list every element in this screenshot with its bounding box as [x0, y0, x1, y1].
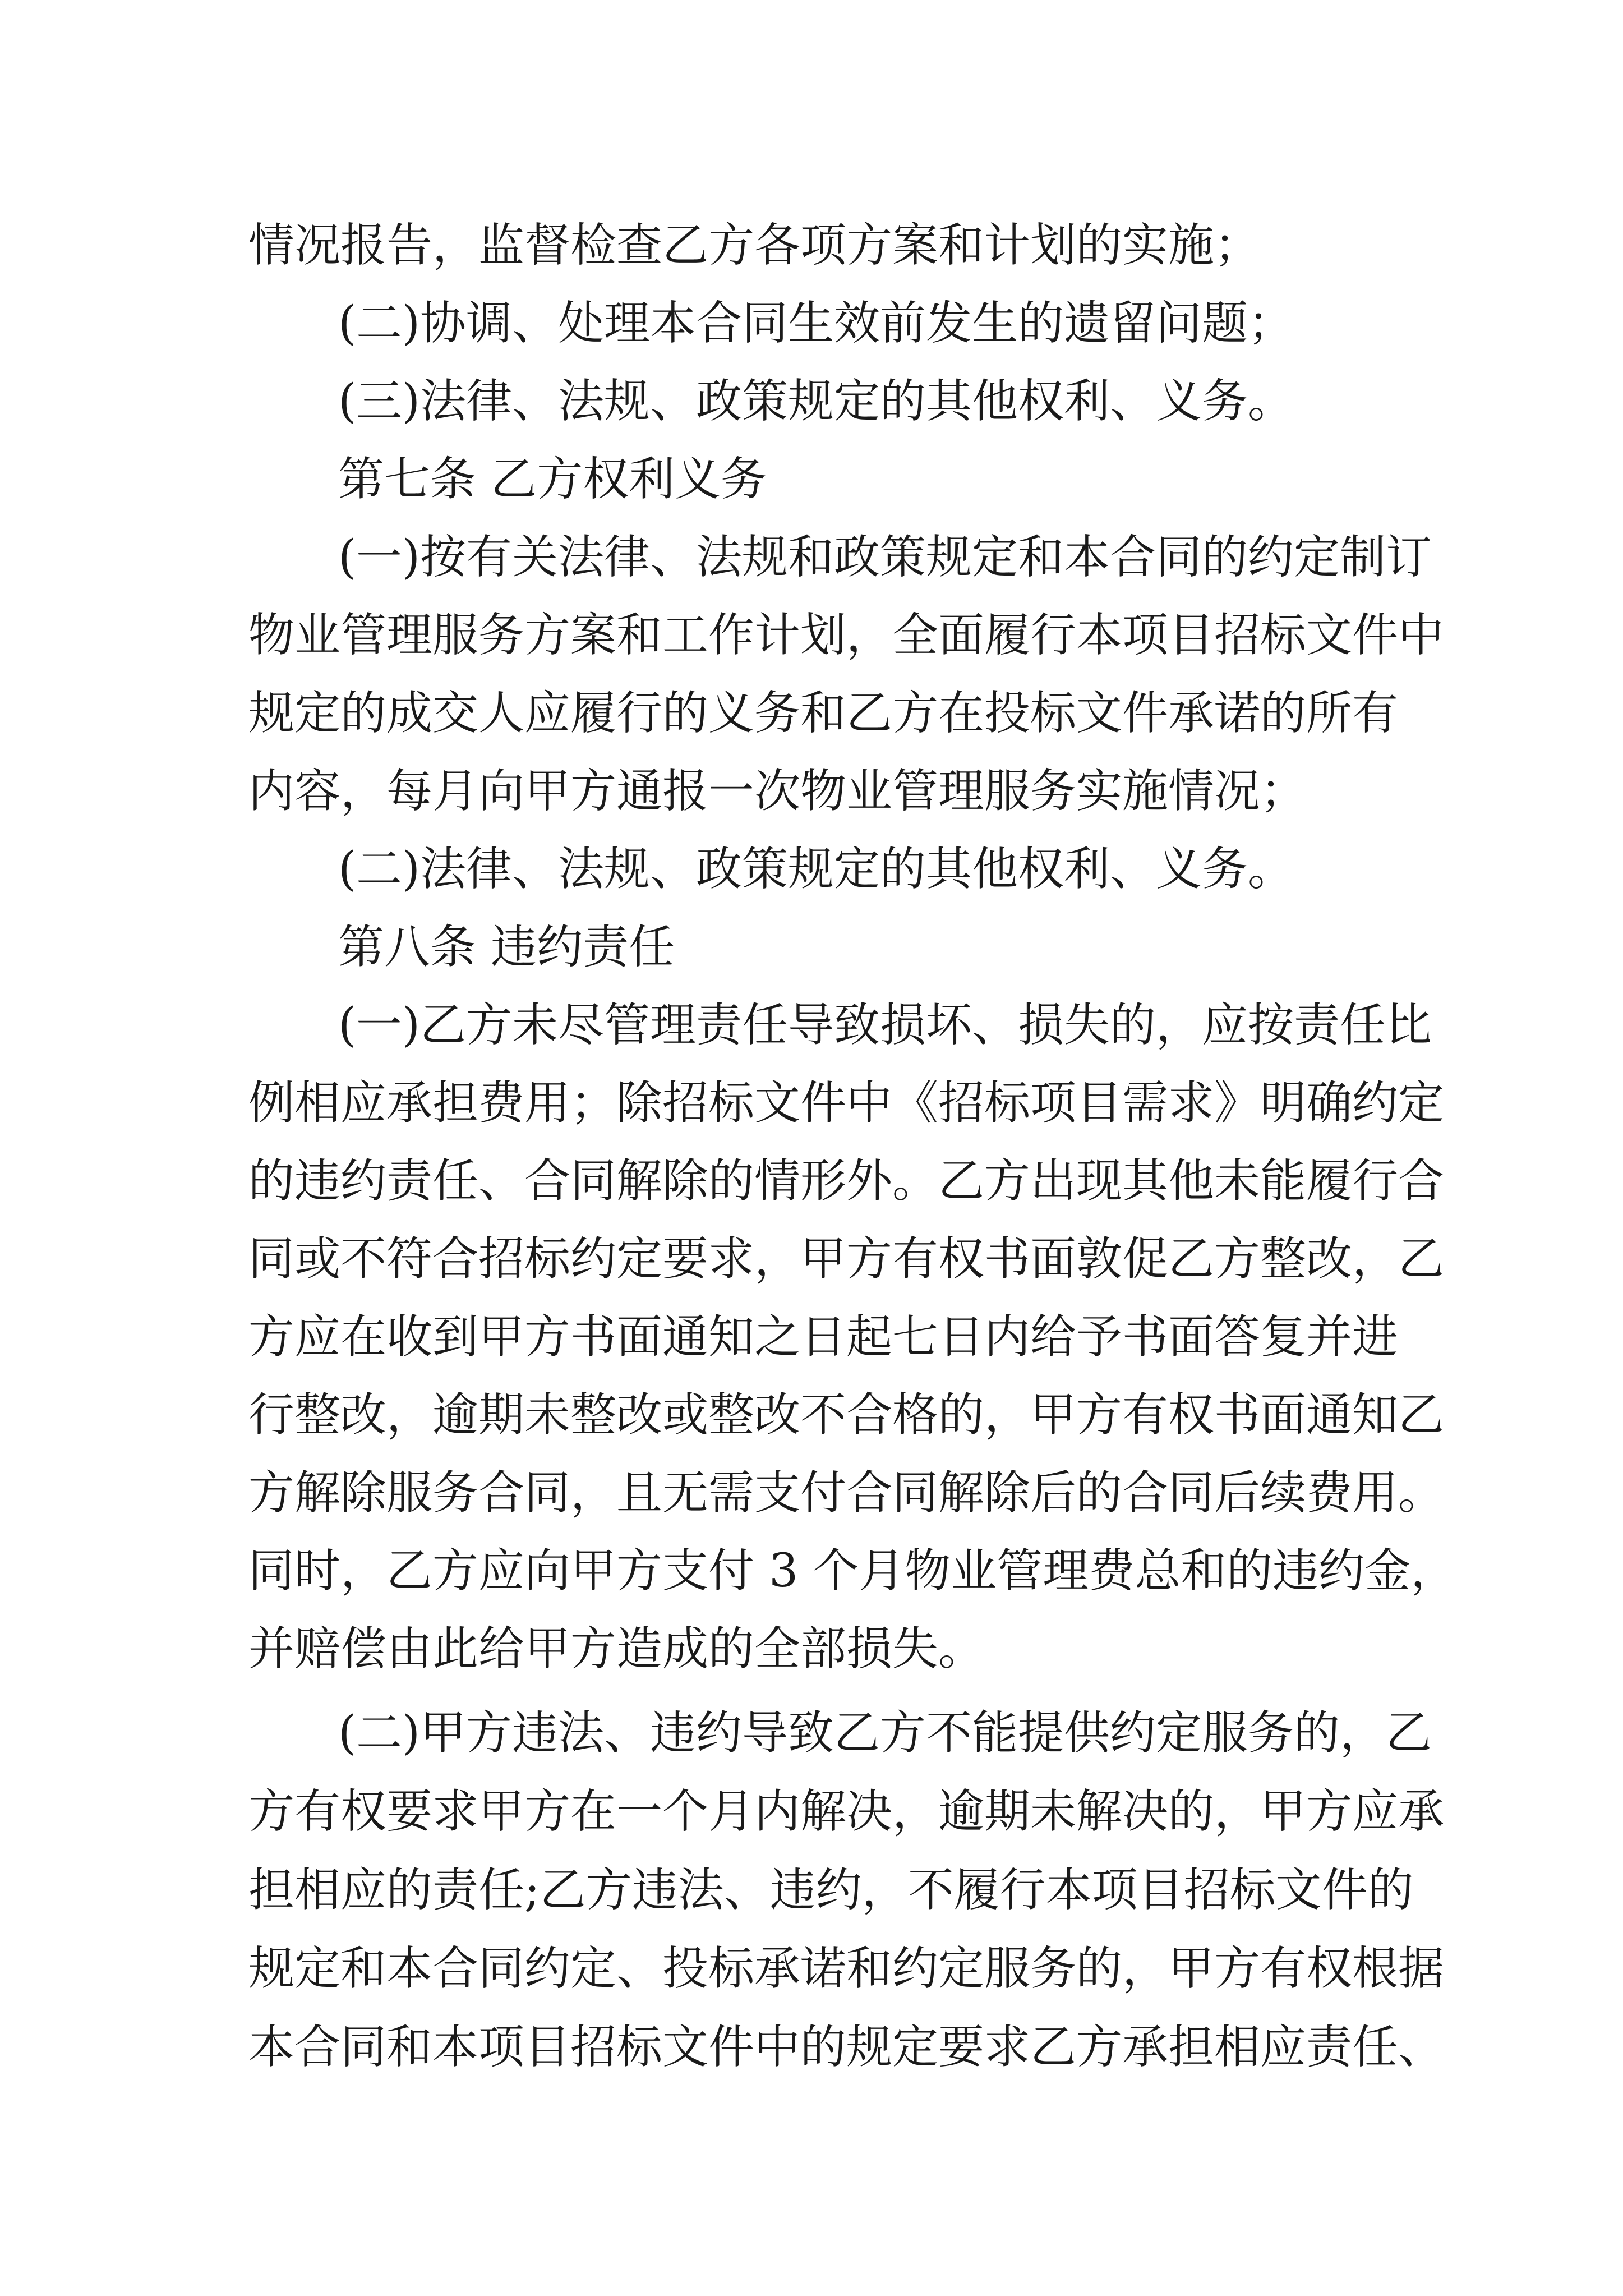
text-line: (一)按有关法律、法规和政策规定和本合同的约定制订 [338, 531, 1432, 584]
text-line: 担相应的责任;乙方违法、违约，不履行本项目招标文件的 [248, 1864, 1414, 1917]
text-line: (一)乙方未尽管理责任导致损坏、损失的，应按责任比 [338, 999, 1432, 1052]
text-line: 本合同和本项目招标文件中的规定要求乙方承担相应责任、 [248, 2021, 1445, 2074]
text-line: 方解除服务合同，且无需支付合同解除后的合同后续费用。 [248, 1466, 1445, 1520]
text-line: (二)协调、处理本合同生效前发生的遗留问题； [338, 297, 1294, 350]
text-line: 方应在收到甲方书面通知之日起七日内给予书面答复并进 [248, 1310, 1399, 1364]
text-line: (二)法律、法规、政策规定的其他权利、义务。 [338, 843, 1294, 896]
text-line: 行整改，逾期未整改或整改不合格的，甲方有权书面通知乙 [248, 1388, 1445, 1442]
text-line: 方有权要求甲方在一个月内解决，逾期未解决的，甲方应承 [248, 1785, 1445, 1838]
text-line: 并赔偿由此给甲方造成的全部损失。 [248, 1622, 985, 1676]
text-line: 例相应承担费用；除招标文件中《招标项目需求》明确约定 [248, 1076, 1445, 1130]
text-line: (三)法律、法规、政策规定的其他权利、义务。 [338, 375, 1294, 428]
text-line: 物业管理服务方案和工作计划，全面履行本项目招标文件中 [248, 609, 1445, 662]
text-line: 规定的成交人应履行的义务和乙方在投标文件承诺的所有 [248, 687, 1399, 740]
text-line: (二)甲方违法、违约导致乙方不能提供约定服务的，乙 [338, 1706, 1432, 1760]
section-heading: 第八条 违约责任 [338, 921, 675, 974]
section-heading: 第七条 乙方权利义务 [338, 453, 767, 506]
text-line: 同或不符合招标约定要求，甲方有权书面敦促乙方整改，乙 [248, 1232, 1445, 1286]
text-line: 情况报告，监督检查乙方各项方案和计划的实施； [248, 219, 1261, 272]
text-line: 的违约责任、合同解除的情形外。乙方出现其他未能履行合 [248, 1154, 1445, 1208]
text-line: 规定和本合同约定、投标承诺和约定服务的，甲方有权根据 [248, 1942, 1445, 1995]
text-line: 内容，每月向甲方通报一次物业管理服务实施情况； [248, 765, 1307, 818]
text-line: 同时，乙方应向甲方支付 3 个月物业管理费总和的违约金， [248, 1544, 1457, 1598]
